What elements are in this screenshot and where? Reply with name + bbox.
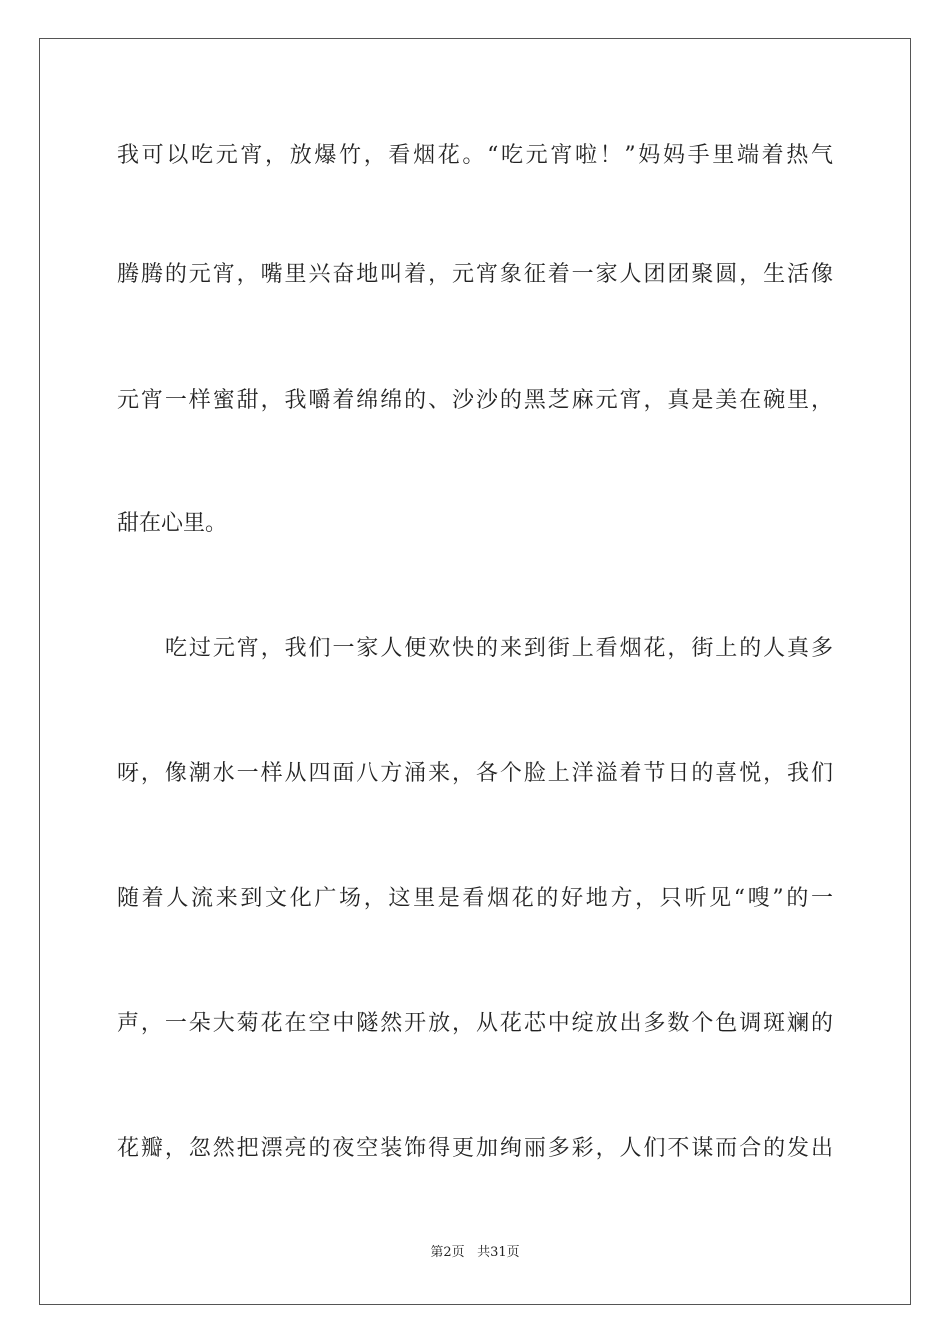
page-footer [0,1244,950,1262]
paragraph-line: 吃过元宵，我们一家人便欢快的来到街上看烟花，街上的人真多 [165,636,833,661]
paragraph-line: 花瓣，忽然把漂亮的夜空装饰得更加绚丽多彩，人们不谋而合的发出 [117,1136,833,1161]
paragraph-line: 呀，像潮水一样从四面八方涌来，各个脸上洋溢着节日的喜悦，我们 [117,761,833,786]
paragraph-line: 腾腾的元宵，嘴里兴奋地叫着，元宵象征着一家人团团聚圆，生活像 [117,262,833,287]
page-number: 第2页 [430,1245,465,1260]
total-pages: 共31页 [477,1245,520,1260]
paragraph-line: 随着人流来到文化广场，这里是看烟花的好地方，只听见“嗖”的一 [117,886,833,911]
paragraph-line: 我可以吃元宵，放爆竹，看烟花。“吃元宵啦！”妈妈手里端着热气 [117,143,833,168]
paragraph-line: 声，一朵大菊花在空中隧然开放，从花芯中绽放出多数个色调斑斓的 [117,1011,833,1036]
paragraph-line: 甜在心里。 [117,511,228,536]
paragraph-line: 元宵一样蜜甜，我嚼着绵绵的、沙沙的黑芝麻元宵，真是美在碗里， [117,388,833,413]
page-frame [39,38,911,1305]
